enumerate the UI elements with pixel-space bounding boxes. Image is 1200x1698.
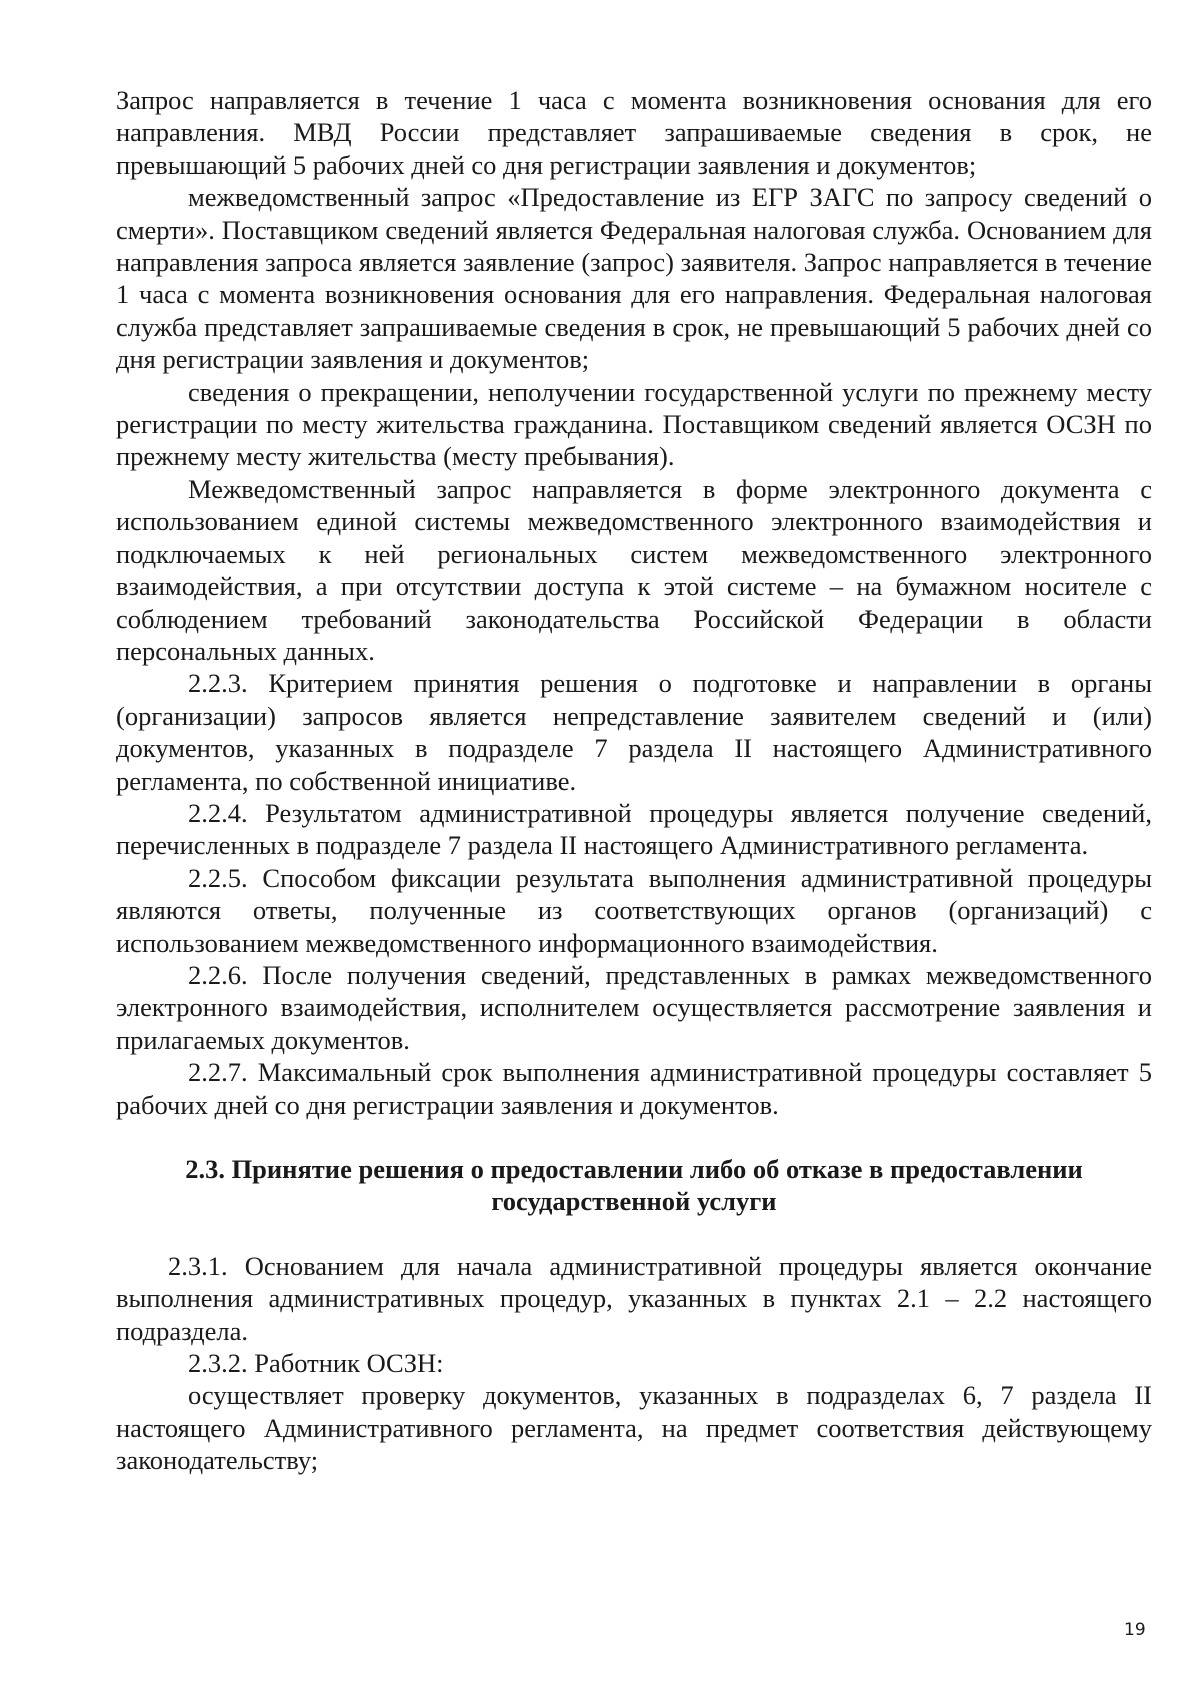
document-body xyxy=(116,84,1152,1477)
paragraph-10: 2.3.1. Основанием для начала административной процедуры является окончание выполнения административных процедур, указанных в пунктах 2.1 – 2.2 настоящего подраздела. xyxy=(116,1250,1152,1346)
paragraph-3: сведения о прекращении, неполучении государственной услуги по прежнему месту регистрации по месту жительства гражданина. Поставщиком сведений является ОСЗН по прежнему месту жительства (месту пребывания). xyxy=(116,376,1152,472)
page-number: 19 xyxy=(1124,1620,1146,1640)
paragraph-5: 2.2.3. Критерием принятия решения о подготовке и направлении в органы (организации) запросов является непредставление заявителем сведений и (или) документов, указанных в подразделе 7 раздела II настоящего Административного регламента, по собственной инициативе. xyxy=(116,668,1152,796)
paragraph-7: 2.2.5. Способом фиксации результата выполнения административной процедуры являются ответы, полученные из соответствующих органов (организаций) с использованием межведомственного информационного взаимодействия. xyxy=(116,862,1152,958)
paragraph-11: 2.3.2. Работник ОСЗН: xyxy=(188,1348,444,1379)
section-heading: 2.3. Принятие решения о предоставлении либо об отказе в предоставлении государственной услуги xyxy=(185,1154,1083,1217)
paragraph-4: Межведомственный запрос направляется в форме электронного документа с использованием единой системы межведомственного электронного взаимодействия и подключаемых к ней региональных систем межведомственного электронного взаимодействия, а при отсутствии доступа к этой системе – на бумажном носителе с соблюдением требований законодательства Российской Федерации в области персональных данных. xyxy=(116,473,1152,666)
paragraph-9: 2.2.7. Максимальный срок выполнения административной процедуры составляет 5 рабочих дней со дня регистрации заявления и документов. xyxy=(116,1057,1152,1120)
paragraph-1: Запрос направляется в течение 1 часа с момента возникновения основания для его направления. МВД России представляет запрашиваемые сведения в срок, не превышающий 5 рабочих дней со дня регистрации заявления и документов; xyxy=(116,85,1152,180)
paragraph-12: осуществляет проверку документов, указанных в подразделах 6, 7 раздела II настоящего Административного регламента, на предмет соответствия действующему законодательству; xyxy=(116,1380,1152,1476)
paragraph-2: межведомственный запрос «Предоставление из ЕГР ЗАГС по запросу сведений о смерти». Поставщиком сведений является Федеральная налоговая служба. Основанием для направления запроса является заявление (запрос) заявителя. Запрос направляется в течение 1 часа с момента возникновения основания для его направления. Федеральная налоговая служба представляет запрашиваемые сведения в срок, не превышающий 5 рабочих дней со дня регистрации заявления и документов; xyxy=(116,182,1152,375)
paragraph-8: 2.2.6. После получения сведений, представленных в рамках межведомственного электронного взаимодействия, исполнителем осуществляется рассмотрение заявления и прилагаемых документов. xyxy=(116,959,1152,1055)
paragraph-6: 2.2.4. Результатом административной процедуры является получение сведений, перечисленных в подразделе 7 раздела II настоящего Административного регламента. xyxy=(116,797,1152,861)
